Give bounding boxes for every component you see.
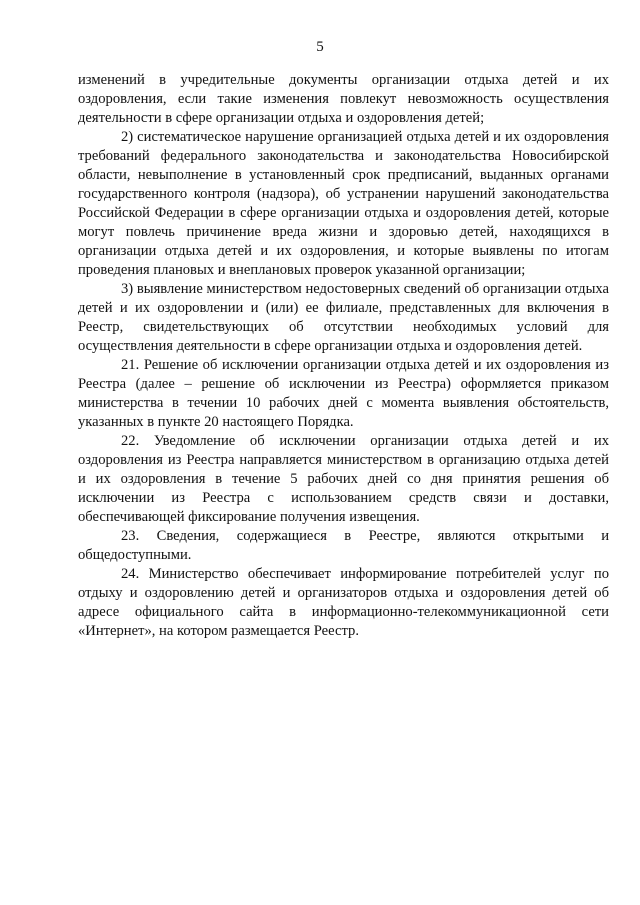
- paragraph-continuation: изменений в учредительные документы организации отдыха детей и их оздоровления, если такие изменения повлекут невозможность осуществления деятельности в сфере организации отдыха и оздоровления детей;: [78, 72, 609, 126]
- paragraph-section-23: 23. Сведения, содержащиеся в Реестре, являются открытыми и общедоступными.: [78, 528, 609, 563]
- paragraph-section-24: 24. Министерство обеспечивает информирование потребителей услуг по отдыху и оздоровлению детей и организаторов отдыха и оздоровления детей об адресе официального сайта в информационно-телекоммуникационной сети «Интернет», на котором размещается Реестр.: [78, 566, 609, 639]
- document-body: [78, 71, 609, 641]
- paragraph-section-21: 21. Решение об исключении организации отдыха детей и их оздоровления из Реестра (далее – решение об исключении из Реестра) оформляется приказом министерства в течении 10 рабочих дней с момента выявления обстоятельств, указанных в пункте 20 настоящего Порядка.: [78, 357, 609, 430]
- paragraph-item-2: 2) систематическое нарушение организацией отдыха детей и их оздоровления требований федерального законодательства и законодательства Новосибирской области, невыполнение в установленный срок предписаний, выданных органами государственного контроля (надзора), об устранении нарушений законодательства Российской Федерации в сфере организации отдыха и оздоровления детей, которые могут повлечь причинение вреда жизни и здоровью детей, находящихся в организации отдыха детей и их оздоровления, и которые выявлены по итогам проведения плановых и внеплановых проверок указанной организации;: [78, 129, 609, 278]
- paragraph-item-3: 3) выявление министерством недостоверных сведений об организации отдыха детей и их оздоровлении и (или) ее филиале, представленных для включения в Реестр, свидетельствующих об отсутствии необходимых условий для осуществления деятельности в сфере организации отдыха и оздоровления детей.: [78, 281, 609, 354]
- paragraph-section-22: 22. Уведомление об исключении организации отдыха детей и их оздоровления из Реестра направляется министерством в организацию отдыха детей и их оздоровления в течение 5 рабочих дней со дня принятия решения об исключении из Реестра с использованием средств связи и доставки, обеспечивающей фиксирование получения извещения.: [78, 433, 609, 525]
- page-number: 5: [316, 39, 324, 55]
